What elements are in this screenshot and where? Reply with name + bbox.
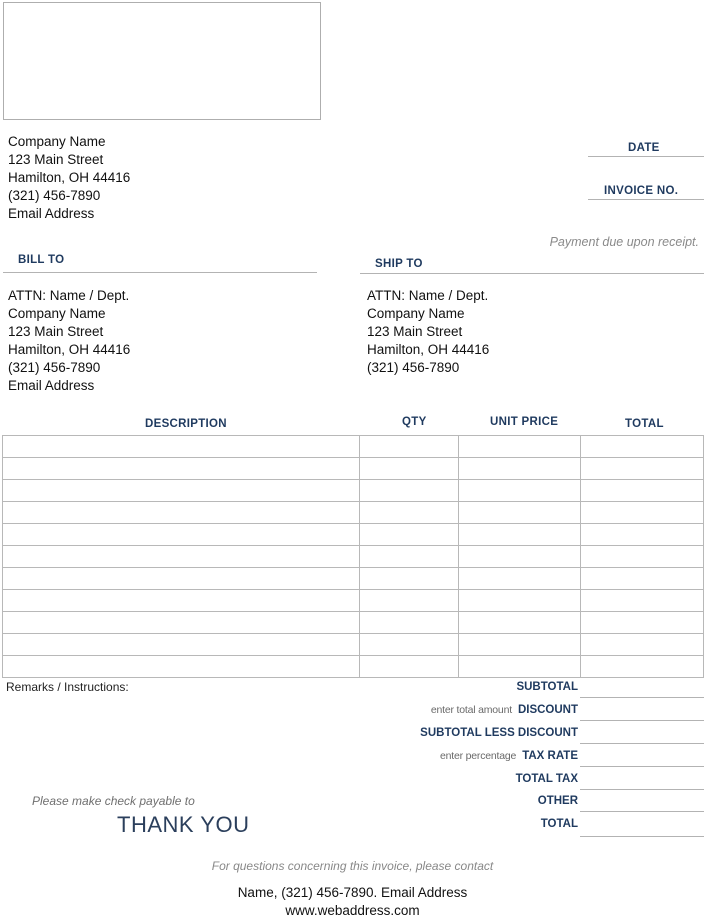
col-total: TOTAL [625, 418, 664, 430]
table-row [3, 590, 704, 612]
total-cell[interactable] [581, 546, 704, 568]
discount-hint: enter total amount [430, 704, 512, 716]
tax-hint: enter percentage [440, 750, 517, 762]
ship-to-label: SHIP TO [375, 258, 423, 270]
check-payable-note: Please make check payable to [32, 794, 195, 808]
description-cell[interactable] [3, 436, 360, 458]
qty-cell[interactable] [360, 480, 459, 502]
description-cell[interactable] [3, 458, 360, 480]
total-cell[interactable] [581, 590, 704, 612]
qty-cell[interactable] [360, 502, 459, 524]
unit-price-cell[interactable] [459, 546, 581, 568]
total-cell[interactable] [581, 480, 704, 502]
qty-cell[interactable] [360, 524, 459, 546]
qty-cell[interactable] [360, 458, 459, 480]
col-unit-price: UNIT PRICE [490, 416, 559, 428]
col-qty: QTY [402, 416, 427, 428]
tax-rate-label [440, 750, 578, 762]
table-row [3, 568, 704, 590]
invoice-no-label: INVOICE NO. [604, 185, 679, 197]
total-cell[interactable] [581, 612, 704, 634]
other-label: OTHER [537, 795, 578, 807]
total-cell[interactable] [581, 634, 704, 656]
table-row [3, 480, 704, 502]
unit-price-cell[interactable] [459, 590, 581, 612]
table-row [3, 458, 704, 480]
ship-to-address [367, 287, 489, 377]
description-cell[interactable] [3, 502, 360, 524]
description-cell[interactable] [3, 590, 360, 612]
ship-to-company: Company Name [367, 306, 465, 321]
company-city: Hamilton, OH 44416 [8, 170, 131, 185]
table-row [3, 436, 704, 458]
ship-to-rule [360, 273, 704, 274]
unit-price-cell[interactable] [459, 524, 581, 546]
remarks-label: Remarks / Instructions: [6, 680, 129, 694]
description-cell[interactable] [3, 656, 360, 678]
qty-cell[interactable] [360, 634, 459, 656]
table-row [3, 656, 704, 678]
ship-to-street: 123 Main Street [367, 324, 463, 339]
description-cell[interactable] [3, 546, 360, 568]
table-row [3, 546, 704, 568]
unit-price-cell[interactable] [459, 502, 581, 524]
description-cell[interactable] [3, 480, 360, 502]
payment-note: Payment due upon receipt. [549, 235, 699, 249]
description-cell[interactable] [3, 524, 360, 546]
description-cell[interactable] [3, 612, 360, 634]
date-label: DATE [628, 142, 660, 154]
bill-to-attn: ATTN: Name / Dept. [8, 288, 130, 303]
bill-to-company: Company Name [8, 306, 106, 321]
table-row [3, 524, 704, 546]
discount-label [431, 704, 578, 716]
logo-placeholder [3, 2, 321, 120]
total-field-line[interactable] [580, 836, 704, 837]
total-cell[interactable] [581, 524, 704, 546]
bill-to-label: BILL TO [18, 254, 65, 266]
invoice-no-field-line[interactable] [588, 199, 704, 200]
qty-cell[interactable] [360, 436, 459, 458]
qty-cell[interactable] [360, 656, 459, 678]
unit-price-cell[interactable] [459, 568, 581, 590]
total-label: TOTAL [540, 818, 578, 830]
table-row [3, 502, 704, 524]
questions-note: For questions concerning this invoice, please contact [211, 859, 494, 873]
subtotal-less-discount-label: SUBTOTAL LESS DISCOUNT [420, 727, 578, 739]
company-street: 123 Main Street [8, 152, 104, 167]
discount-text: DISCOUNT [517, 704, 578, 716]
subtotal-label: SUBTOTAL [516, 681, 578, 693]
bill-to-address [8, 287, 130, 395]
total-tax-field-line[interactable] [580, 789, 704, 790]
web-address: www.webaddress.com [285, 903, 420, 918]
bill-to-city: Hamilton, OH 44416 [8, 342, 131, 357]
unit-price-cell[interactable] [459, 480, 581, 502]
bill-to-email: Email Address [8, 378, 95, 393]
company-phone: (321) 456-7890 [8, 188, 101, 203]
total-cell[interactable] [581, 502, 704, 524]
company-email: Email Address [8, 206, 95, 221]
items-table [2, 435, 704, 678]
description-cell[interactable] [3, 634, 360, 656]
qty-cell[interactable] [360, 612, 459, 634]
unit-price-cell[interactable] [459, 458, 581, 480]
unit-price-cell[interactable] [459, 656, 581, 678]
company-name: Company Name [8, 134, 106, 149]
ship-to-attn: ATTN: Name / Dept. [367, 288, 489, 303]
total-cell[interactable] [581, 458, 704, 480]
discount-field-line[interactable] [580, 720, 704, 721]
unit-price-cell[interactable] [459, 436, 581, 458]
qty-cell[interactable] [360, 546, 459, 568]
unit-price-cell[interactable] [459, 634, 581, 656]
subtotal-field-line[interactable] [580, 697, 704, 698]
tax-rate-field-line[interactable] [580, 766, 704, 767]
bill-to-rule [3, 272, 317, 273]
total-cell[interactable] [581, 656, 704, 678]
ship-to-city: Hamilton, OH 44416 [367, 342, 490, 357]
total-cell[interactable] [581, 568, 704, 590]
subtotal-less-discount-field-line[interactable] [580, 743, 704, 744]
ship-to-phone: (321) 456-7890 [367, 360, 460, 375]
unit-price-cell[interactable] [459, 612, 581, 634]
table-row [3, 634, 704, 656]
thank-you-text: THANK YOU [117, 812, 250, 837]
company-address [8, 133, 130, 223]
qty-cell[interactable] [360, 568, 459, 590]
qty-cell[interactable] [360, 590, 459, 612]
total-cell[interactable] [581, 436, 704, 458]
tax-rate-text: TAX RATE [522, 750, 578, 762]
table-row [3, 612, 704, 634]
bill-to-phone: (321) 456-7890 [8, 360, 101, 375]
total-tax-label: TOTAL TAX [515, 773, 578, 785]
date-field-line[interactable] [588, 156, 704, 157]
other-field-line[interactable] [580, 811, 704, 812]
contact-line: Name, (321) 456-7890. Email Address [237, 885, 468, 900]
col-description: DESCRIPTION [145, 418, 227, 430]
description-cell[interactable] [3, 568, 360, 590]
bill-to-street: 123 Main Street [8, 324, 104, 339]
